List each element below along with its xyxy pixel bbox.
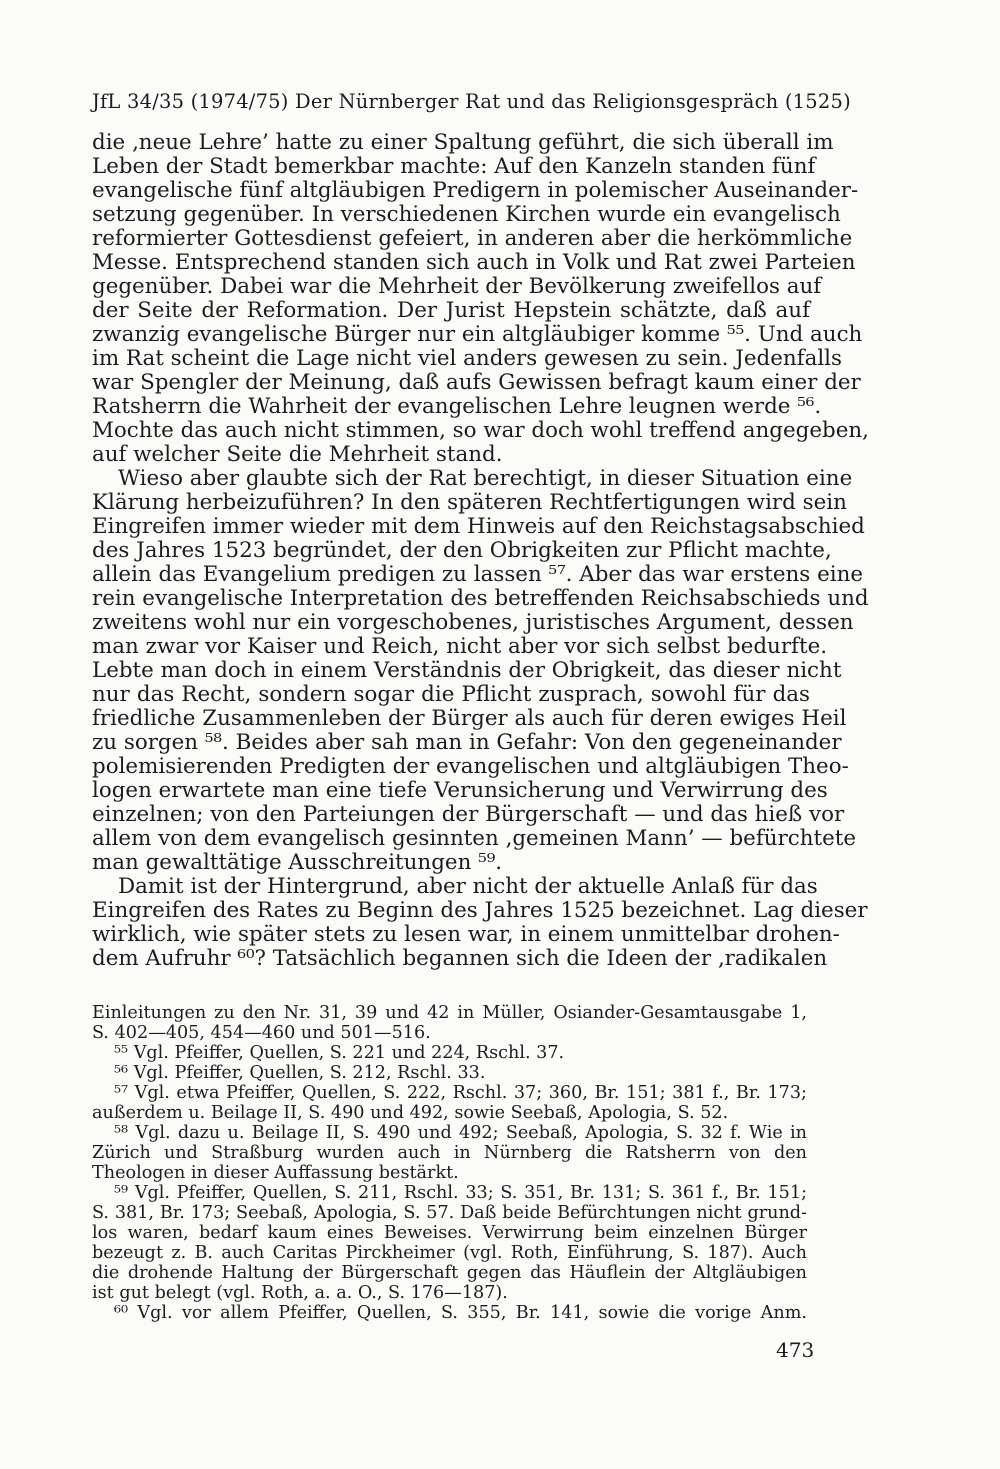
footnote-line: außerdem u. Beilage II, S. 490 und 492, sowie Seebaß, Apologia, S. 52. [92, 1103, 729, 1123]
text-line: friedliche Zusammenleben der Bürger als auch für deren ewiges Heil [92, 706, 847, 731]
footnote-line: ⁶⁰ Vgl. vor allem Pfeiffer, Quellen, S. 355, Br. 141, sowie die vorige Anm. [114, 1303, 807, 1323]
text-line: dem Aufruhr ⁶⁰? Tatsächlich begannen sich die Ideen der ‚radikalen [92, 946, 828, 971]
text-line: gegenüber. Dabei war die Mehrheit der Bevölkerung zweifellos auf [92, 274, 822, 299]
text-line: man gewalttätige Ausschreitungen ⁵⁹. [92, 850, 503, 875]
text-line: Klärung herbeizuführen? In den späteren Rechtfertigungen wird sein [92, 490, 847, 515]
text-line: Damit ist der Hintergrund, aber nicht der aktuelle Anlaß für das [118, 874, 818, 899]
text-line: logen erwartete man eine tiefe Verunsicherung und Verwirrung des [92, 778, 828, 803]
footnote-line: ⁵⁵ Vgl. Pfeiffer, Quellen, S. 221 und 224, Rschl. 37. [114, 1043, 565, 1063]
text-line: zweitens wohl nur ein vorgeschobenes, juristisches Argument, dessen [92, 610, 854, 635]
text-line: Wieso aber glaubte sich der Rat berechtigt, in dieser Situation eine [118, 466, 853, 491]
text-line: Ratsherrn die Wahrheit der evangelischen Lehre leugnen werde ⁵⁶. [92, 394, 822, 419]
text-line: rein evangelische Interpretation des betreffenden Reichsabschieds und [92, 586, 869, 611]
text-line: nur das Recht, sondern sogar die Pflicht zusprach, sowohl für das [92, 682, 810, 707]
footnote-line: die drohende Haltung der Bürgerschaft gegen das Häuflein der Altgläubigen [92, 1263, 807, 1283]
footnote-line: ⁵⁸ Vgl. dazu u. Beilage II, S. 490 und 492; Seebaß, Apologia, S. 32 f. Wie in [114, 1123, 807, 1143]
text-line: des Jahres 1523 begründet, der den Obrigkeiten zur Pflicht machte, [92, 538, 832, 563]
text-line: auf welcher Seite die Mehrheit stand. [92, 442, 503, 467]
text-line: man zwar vor Kaiser und Reich, nicht aber vor sich selbst bedurfte. [92, 634, 828, 659]
text-line: zu sorgen ⁵⁸. Beides aber sah man in Gefahr: Von den gegeneinander [92, 730, 842, 755]
text-line: allein das Evangelium predigen zu lassen ⁵⁷. Aber das war erstens eine [92, 562, 864, 587]
footnote-line: ⁵⁶ Vgl. Pfeiffer, Quellen, S. 212, Rschl. 33. [114, 1063, 486, 1083]
text-line: reformierter Gottesdienst gefeiert, in anderen aber die herkömmliche [92, 226, 853, 251]
text-line: allem von dem evangelisch gesinnten ‚gemeinen Mann’ — befürchtete [92, 826, 857, 851]
footnote-line: bezeugt z. B. auch Caritas Pirckheimer (vgl. Roth, Einführung, S. 187). Auch [92, 1243, 807, 1263]
running-header: JfL 34/35 (1974/75) Der Nürnberger Rat und das Religionsgespräch (1525) [92, 90, 851, 113]
text-line: die ‚neue Lehre’ hatte zu einer Spaltung geführt, die sich überall im [92, 130, 834, 155]
page-number: 473 [776, 1338, 815, 1362]
footnote-line: Einleitungen zu den Nr. 31, 39 und 42 in Müller, Osiander-Gesamtausgabe 1, [92, 1003, 807, 1023]
footnote-line: S. 381, Br. 173; Seebaß, Apologia, S. 57. Daß beide Befürchtungen nicht grund- [92, 1203, 807, 1223]
footnote-line: ⁵⁹ Vgl. Pfeiffer, Quellen, S. 211, Rschl. 33; S. 351, Br. 131; S. 361 f., Br. 151; [114, 1183, 807, 1203]
text-line: Lebte man doch in einem Verständnis der Obrigkeit, das dieser nicht [92, 658, 842, 683]
text-line: Leben der Stadt bemerkbar machte: Auf den Kanzeln standen fünf [92, 154, 816, 179]
footnote-line: ⁵⁷ Vgl. etwa Pfeiffer, Quellen, S. 222, Rschl. 37; 360, Br. 151; 381 f., Br. 173; [114, 1083, 807, 1103]
text-line: Mochte das auch nicht stimmen, so war doch wohl treffend angegeben, [92, 418, 869, 443]
text-line: wirklich, wie später stets zu lesen war, in einem unmittelbar drohen- [92, 922, 840, 947]
footnote-line: Zürich und Straßburg wurden auch in Nürnberg die Ratsherrn von den [92, 1143, 807, 1163]
footnote-line: Theologen in dieser Auffassung bestärkt. [92, 1163, 459, 1183]
text-line: evangelische fünf altgläubigen Predigern in polemischer Auseinander- [92, 178, 859, 203]
footnote-line: ist gut belegt (vgl. Roth, a. a. O., S. 176—187). [92, 1283, 508, 1303]
footnote-line: S. 402—405, 454—460 und 501—516. [92, 1023, 431, 1043]
text-line: einzelnen; von den Parteiungen der Bürgerschaft — und das hieß vor [92, 802, 845, 827]
text-line: setzung gegenüber. In verschiedenen Kirchen wurde ein evangelisch [92, 202, 841, 227]
text-line: polemisierenden Predigten der evangelischen und altgläubigen Theo- [92, 754, 849, 779]
text-line: Messe. Entsprechend standen sich auch in Volk und Rat zwei Parteien [92, 250, 856, 275]
text-line: im Rat scheint die Lage nicht viel anders gewesen zu sein. Jedenfalls [92, 346, 842, 371]
text-line: zwanzig evangelische Bürger nur ein altgläubiger komme ⁵⁵. Und auch [92, 322, 863, 347]
text-line: der Seite der Reformation. Der Jurist Hepstein schätzte, daß auf [92, 298, 810, 323]
footnote-line: los waren, bedarf kaum eines Beweises. Verwirrung beim einzelnen Bürger [92, 1223, 807, 1243]
text-line: war Spengler der Meinung, daß aufs Gewissen befragt kaum einer der [92, 370, 861, 395]
text-line: Eingreifen immer wieder mit dem Hinweis auf den Reichstagsabschied [92, 514, 865, 539]
text-line: Eingreifen des Rates zu Beginn des Jahres 1525 bezeichnet. Lag dieser [92, 898, 868, 923]
